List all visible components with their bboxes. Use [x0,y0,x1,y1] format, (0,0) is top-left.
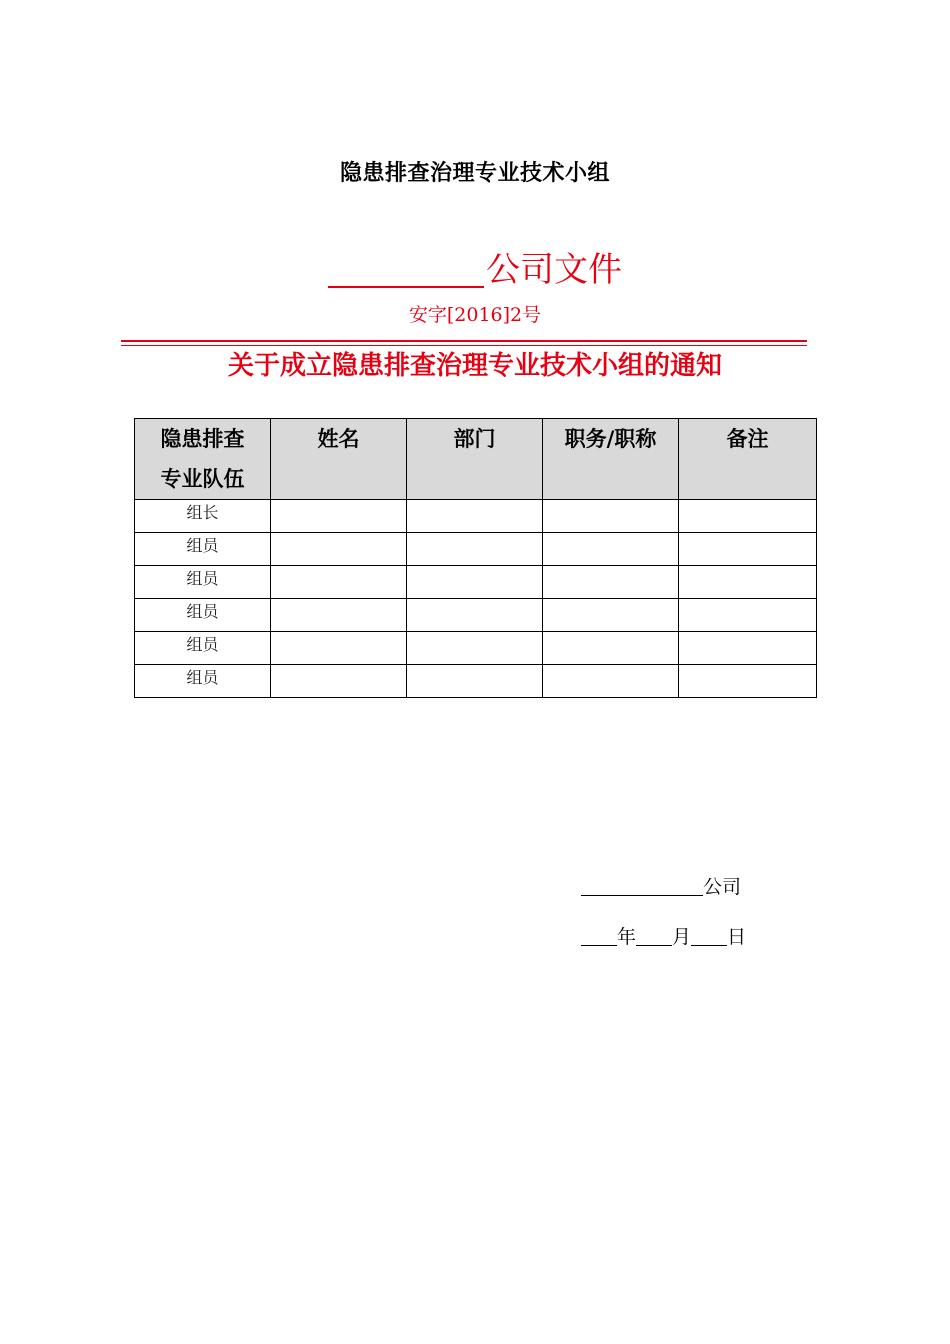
company-name-blank [328,252,484,288]
name-cell[interactable] [271,566,407,599]
column-header-team: 隐患排查专业队伍 [135,419,271,500]
remarks-cell[interactable] [679,533,817,566]
team-roster-table [134,418,817,698]
signature-date [581,922,746,949]
remarks-cell[interactable] [679,566,817,599]
signature-company [581,872,741,899]
column-header-remarks: 备注 [679,419,817,500]
table-header-row [135,419,817,500]
notice-title: 关于成立隐患排查治理专业技术小组的通知 [227,351,722,381]
remarks-cell[interactable] [679,599,817,632]
company-file-heading [0,242,950,291]
position-cell[interactable] [543,599,679,632]
position-cell[interactable] [543,566,679,599]
role-cell: 组长 [135,500,271,533]
table-row [135,632,817,665]
day-blank [691,923,727,946]
name-cell[interactable] [271,500,407,533]
department-cell[interactable] [407,566,543,599]
department-cell[interactable] [407,632,543,665]
department-cell[interactable] [407,500,543,533]
year-blank [581,923,617,946]
day-label: 日 [727,926,747,948]
role-cell: 组员 [135,665,271,698]
department-cell[interactable] [407,599,543,632]
name-cell[interactable] [271,632,407,665]
month-label: 月 [672,926,692,948]
department-cell[interactable] [407,665,543,698]
position-cell[interactable] [543,533,679,566]
table-row [135,533,817,566]
position-cell[interactable] [543,500,679,533]
company-suffix: 公司文件 [486,250,622,290]
role-cell: 组员 [135,599,271,632]
column-header-department: 部门 [407,419,543,500]
table-row [135,665,817,698]
month-blank [636,923,672,946]
remarks-cell[interactable] [679,632,817,665]
role-cell: 组员 [135,533,271,566]
company-label: 公司 [703,876,742,898]
table-row [135,566,817,599]
name-cell[interactable] [271,533,407,566]
table-row [135,599,817,632]
name-cell[interactable] [271,599,407,632]
role-cell: 组员 [135,566,271,599]
year-label: 年 [617,926,637,948]
remarks-cell[interactable] [679,665,817,698]
document-number: 安字[2016]2号 [408,304,542,326]
department-cell[interactable] [407,533,543,566]
column-header-name: 姓名 [271,419,407,500]
table-row [135,500,817,533]
page-title: 隐患排查治理专业技术小组 [339,161,610,186]
position-cell[interactable] [543,632,679,665]
remarks-cell[interactable] [679,500,817,533]
red-divider-thick [121,340,807,342]
name-cell[interactable] [271,665,407,698]
role-cell: 组员 [135,632,271,665]
position-cell[interactable] [543,665,679,698]
column-header-position: 职务/职称 [543,419,679,500]
company-name-underline [581,873,703,896]
